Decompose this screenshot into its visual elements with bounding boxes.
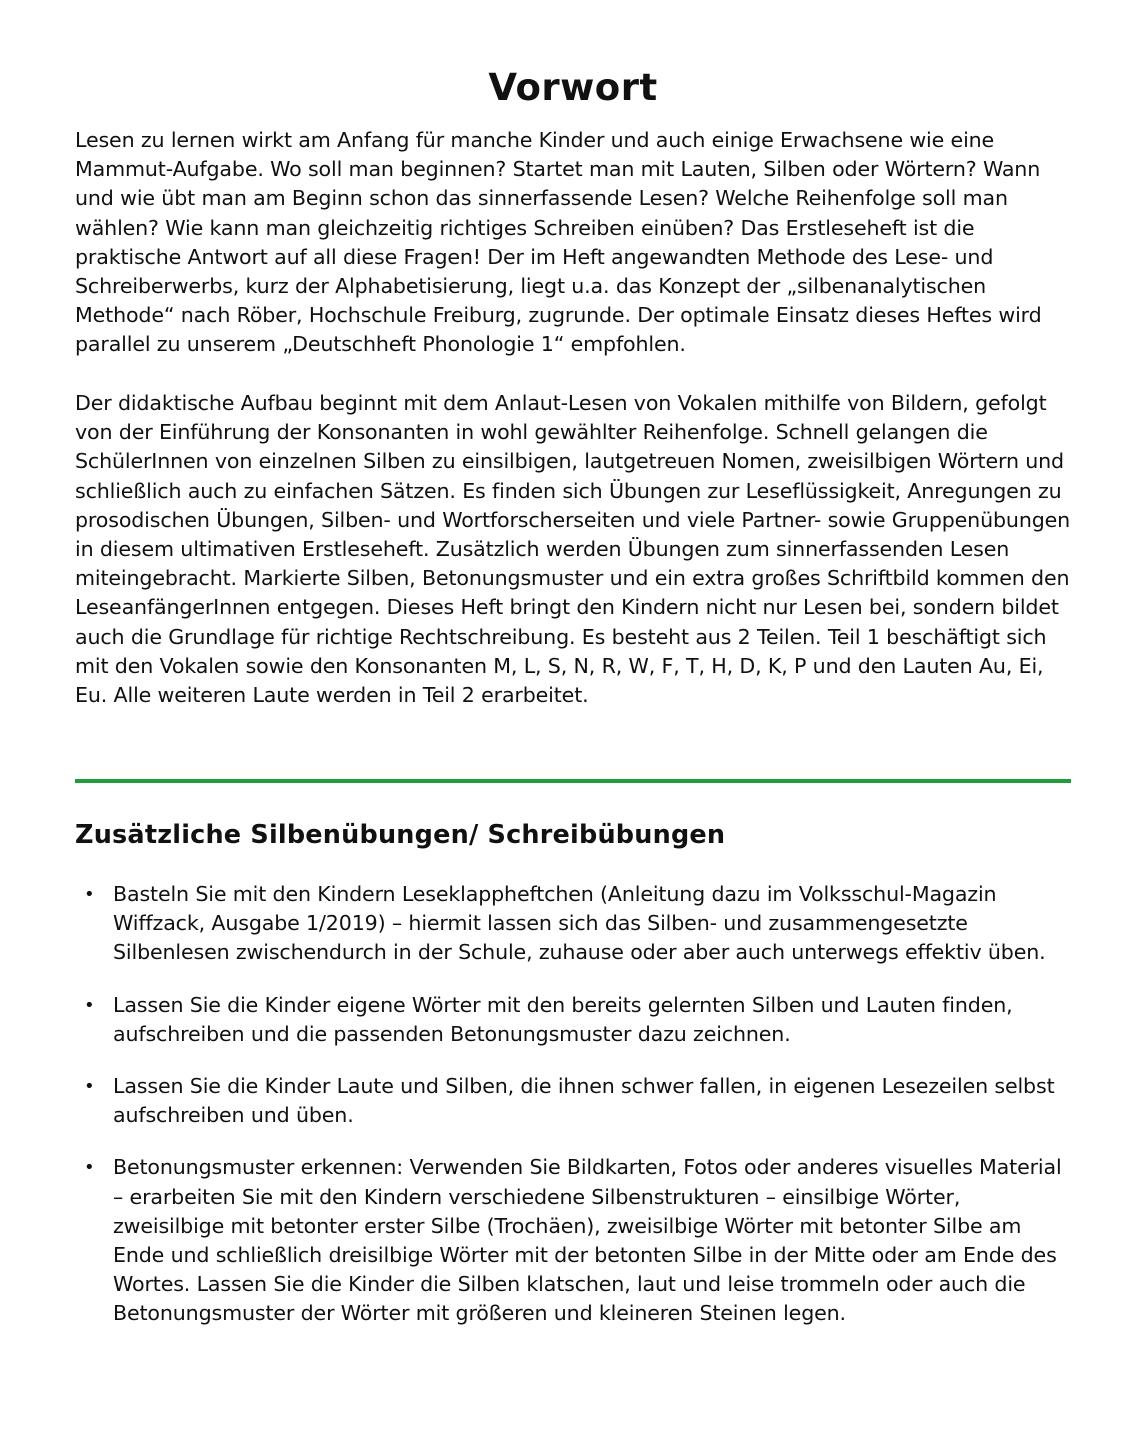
- list-item: [75, 991, 1071, 1049]
- intro-paragraph-1: Lesen zu lernen wirkt am Anfang für manche Kinder und auch einige Erwachsene wie eine Mammut-Aufgabe. Wo soll man beginnen? Startet man mit Lauten, Silben oder Wörtern? Wann und wie übt man am Beginn schon das sinnerfassende Lesen? Welche Reihenfolge soll man wählen? Wie kann man gleichzeitig richtiges Schreiben einüben? Das Erstleseheft ist die praktische Antwort auf all diese Fragen! Der im Heft angewandten Methode des Lese- und Schreiberwerbs, kurz der Alphabetisierung, liegt u.a. das Konzept der „silbenanalytischen Methode“ nach Röber, Hochschule Freiburg, zugrunde. Der optimale Einsatz dieses Heftes wird parallel zu unserem „Deutschheft Phonologie 1“ empfohlen.: [75, 128, 1042, 357]
- bullet-icon: •: [84, 884, 95, 905]
- list-item-text: Basteln Sie mit den Kindern Leseklappheftchen (Anleitung dazu im Volksschul-Magazin Wiffzack, Ausgabe 1/2019) – hiermit lassen sich das Silben- und zusammengesetzte Silbenlesen zwischendurch in der Schule, zuhause oder aber auch unterwegs effektiv üben.: [113, 882, 1046, 965]
- exercise-list: [75, 880, 1071, 1352]
- list-item: [75, 1153, 1071, 1328]
- list-item-text: Lassen Sie die Kinder eigene Wörter mit den bereits gelernten Silben und Lauten finden, aufschreiben und die passenden Betonungsmuster dazu zeichnen.: [113, 992, 1013, 1046]
- list-item: [75, 880, 1071, 968]
- bullet-icon: •: [84, 994, 95, 1016]
- bullet-icon: •: [84, 1157, 95, 1179]
- list-item-text: Betonungsmuster erkennen: Verwenden Sie Bildkarten, Fotos oder anderes visuelles Material – erarbeiten Sie mit den Kindern verschiedene Silbenstrukturen – einsilbige Wörter, zweisilbige mit betonter erster Silbe (Trochäen), zweisilbige Wörter mit betonter Silbe am Ende und schließlich dreisilbige Wörter mit der betonten Silbe in der Mitte oder am Ende des Wortes. Lassen Sie die Kinder die Silben klatschen, laut und leise trommeln oder auch die Betonungsmuster der Wörter mit größeren und kleineren Steinen legen.: [113, 1155, 1062, 1326]
- list-item-text: Lassen Sie die Kinder Laute und Silben, die ihnen schwer fallen, in eigenen Lesezeilen selbst aufschreiben und üben.: [113, 1074, 1055, 1128]
- page-title: Vorwort: [488, 66, 658, 109]
- intro-paragraph-2: Der didaktische Aufbau beginnt mit dem Anlaut-Lesen von Vokalen mithilfe von Bildern, gefolgt von der Einführung der Konsonanten in wohl gewählter Reihenfolge. Schnell gelangen die SchülerInnen von einzelnen Silben zu einsilbigen, lautgetreuen Nomen, zweisilbigen Wörtern und schließlich auch zu einfachen Sätzen. Es finden sich Übungen zur Leseflüssigkeit, Anregungen zu prosodischen Übungen, Silben- und Wortforscherseiten und viele Partner- sowie Gruppenübungen in diesem ultimativen Erstleseheft. Zusätzlich werden Übungen zum sinnerfassenden Lesen miteingebracht. Markierte Silben, Betonungsmuster und ein extra großes Schriftbild kommen den LeseanfängerInnen entgegen. Dieses Heft bringt den Kindern nicht nur Lesen bei, sondern bildet auch die Grundlage für richtige Rechtschreibung. Es besteht aus 2 Teilen. Teil 1 beschäftigt sich mit den Vokalen sowie den Konsonanten M, L, S, N, R, W, F, T, H, D, K, P und den Lauten Au, Ei, Eu. Alle weiteren Laute werden in Teil 2 erarbeitet.: [75, 391, 1071, 708]
- bullet-icon: •: [84, 1076, 95, 1098]
- section-heading: Zusätzliche Silbenübungen/ Schreibübungen: [75, 820, 726, 850]
- list-item: [75, 1072, 1071, 1130]
- section-divider: [75, 779, 1071, 783]
